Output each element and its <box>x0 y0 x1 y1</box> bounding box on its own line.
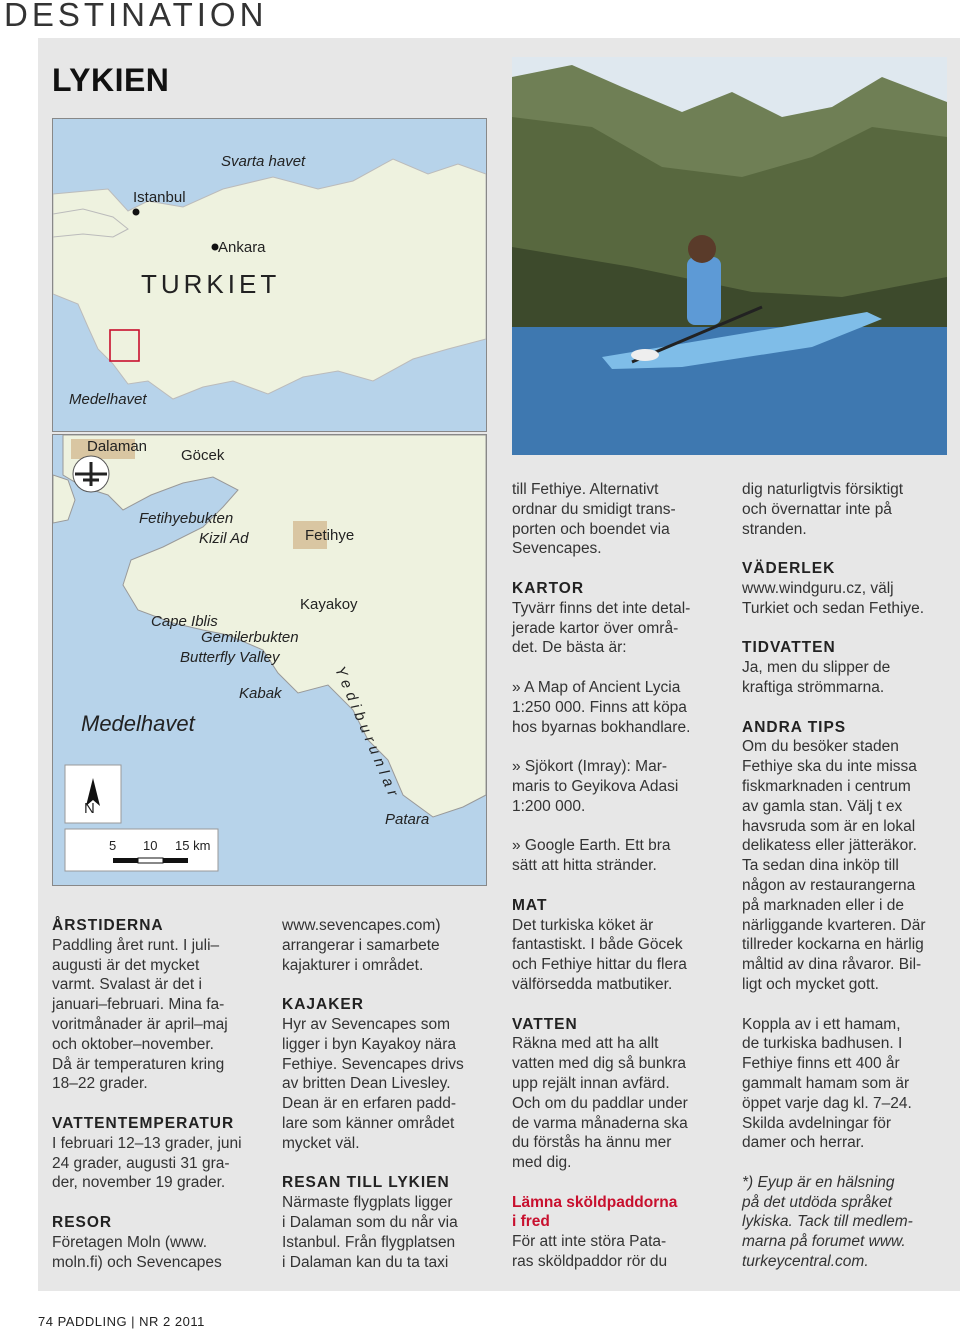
text-line: ordnar du smidigt trans- <box>512 500 676 518</box>
text-line: kraftiga strömmarna. <box>742 678 885 696</box>
text-line: Ta sedan dina inköp till <box>742 857 899 875</box>
paragraph-gap <box>512 995 732 1015</box>
map-label-kabak: Kabak <box>239 685 282 702</box>
text-line: Skilda avdelningar för <box>742 1114 892 1132</box>
text-line: du förstås ha ännu mer <box>512 1134 672 1152</box>
text-line: 1:200 000. <box>512 797 586 815</box>
paragraph-gap <box>512 876 732 896</box>
text-line: 18–22 grader. <box>52 1075 148 1093</box>
text-line: » Sjökort (Imray): Mar- <box>512 758 668 776</box>
highlight-heading: Lämna sköldpaddorna <box>512 1193 678 1211</box>
text-line: vatten med dig så bunkra <box>512 1055 687 1073</box>
section-label: DESTINATION <box>4 0 268 33</box>
footnote-line: *) Eyup är en hälsning <box>742 1173 895 1191</box>
section-heading: KAJAKER <box>282 996 364 1014</box>
text-line: Då är temperaturen kring <box>52 1055 225 1073</box>
text-line: mycket väl. <box>282 1134 360 1152</box>
detail-map <box>52 434 487 886</box>
text-line: Ja, men du slipper de <box>742 659 891 677</box>
paragraph-gap <box>52 1094 270 1114</box>
north-label: N <box>84 800 95 817</box>
section-heading: RESOR <box>52 1213 113 1231</box>
map-label-fetihyebukten: Fetihyebukten <box>139 510 234 527</box>
text-line: voritmånader är april–maj <box>52 1015 228 1033</box>
map-label-kizil-ad: Kizil Ad <box>199 530 249 547</box>
text-line: Istanbul. Från flygplatsen <box>282 1233 456 1251</box>
section-heading: ÅRSTIDERNA <box>52 917 164 934</box>
kayak-photo-graphic <box>512 57 947 455</box>
text-line: och övernattar inte på <box>742 500 892 518</box>
text-line: måltid av dina råvaror. Bil- <box>742 956 922 974</box>
text-line: tillreder kockarna en härlig <box>742 936 924 954</box>
text-line: av gamla stan. Välj t ex <box>742 797 903 815</box>
section-heading: VÄDERLEK <box>742 560 836 578</box>
text-line: stranden. <box>742 520 807 538</box>
map-label-istanbul: Istanbul <box>133 189 186 206</box>
text-line: havsruda som är en lokal <box>742 817 916 835</box>
text-line: Koppla av i ett hamam, <box>742 1015 901 1033</box>
footnote-line: på det utdöda språket <box>742 1193 892 1211</box>
text-line: till Fethiye. Alternativt <box>512 481 659 498</box>
scale-tick-10: 10 <box>143 838 158 853</box>
text-line: 24 grader, augusti 31 gra- <box>52 1154 230 1172</box>
text-line: ras sköldpaddor rör du <box>512 1253 668 1271</box>
text-line: upp rejält innan avfärd. <box>512 1074 670 1092</box>
map-label-sea: Medelhavet <box>81 711 195 736</box>
text-line: Och om du paddlar under <box>512 1094 688 1112</box>
map-label-yediburunlar: Yediburunlar <box>331 663 404 804</box>
text-line: lare som känner området <box>282 1114 455 1132</box>
text-line: Turkiet och sedan Fethiye. <box>742 599 925 617</box>
text-line: Det turkiska köket är <box>512 916 654 934</box>
map-label-ankara: Ankara <box>218 239 266 256</box>
text-line: de varma månaderna ska <box>512 1114 688 1132</box>
section-heading: VATTEN <box>512 1015 578 1033</box>
kayak-photo <box>512 57 947 455</box>
text-line: Paddling året runt. I juli– <box>52 936 220 954</box>
text-line: delikatess eller jätteräkor. <box>742 837 917 855</box>
text-line: arrangerar i samarbete <box>282 936 440 954</box>
footnote-line: marna på forumet www. <box>742 1233 906 1251</box>
text-line: Sevencapes. <box>512 540 602 558</box>
footnote-line: lykiska. Tack till medlem- <box>742 1213 913 1231</box>
text-line: www.sevencapes.com) <box>282 917 441 934</box>
text-line: der, november 19 grader. <box>52 1174 226 1192</box>
text-line: fiskmarknaden i centrum <box>742 777 911 795</box>
map-label-fetihye: Fetihye <box>305 527 355 544</box>
text-line: välförsedda matbutiker. <box>512 975 673 993</box>
text-line: Hyr av Sevencapes som <box>282 1015 450 1033</box>
paragraph-gap <box>742 995 954 1015</box>
text-line: Fethiye finns ett 400 år <box>742 1055 900 1073</box>
text-column-2 <box>282 916 500 1272</box>
text-line: januari–februari. Mina fa- <box>52 996 225 1014</box>
text-line: Fethiye ska du inte missa <box>742 758 917 776</box>
map-label-butterfly-valley: Butterfly Valley <box>180 649 280 666</box>
text-line: det. De bästa är: <box>512 639 627 657</box>
section-heading: MAT <box>512 896 548 914</box>
text-line: 1:250 000. Finns att köpa <box>512 698 687 716</box>
text-line: augusti är det mycket <box>52 956 200 974</box>
text-line: ligger i byn Kayakoy nära <box>282 1035 457 1053</box>
text-line: www.windguru.cz, välj <box>742 579 894 597</box>
map-label-dalaman: Dalaman <box>87 438 148 455</box>
text-line: närliggande kvarteren. Där <box>742 916 926 934</box>
map-label-patara: Patara <box>385 811 430 828</box>
page-title: LYKIEN <box>52 62 170 98</box>
paragraph-gap <box>742 1153 954 1173</box>
map-label-sea-north: Svarta havet <box>221 153 306 170</box>
paragraph-gap <box>512 737 732 757</box>
section-heading: KARTOR <box>512 579 585 597</box>
text-line: För att inte störa Pata- <box>512 1233 667 1251</box>
section-heading: TIDVATTEN <box>742 639 836 657</box>
text-line: fantastiskt. I både Göcek <box>512 936 683 954</box>
text-line: Dean är en erfaren padd- <box>282 1095 457 1113</box>
map-label-kayakoy: Kayakoy <box>300 596 358 613</box>
text-line: någon av restaurangerna <box>742 876 916 894</box>
paragraph-gap <box>52 1193 270 1213</box>
text-line: Tyvärr finns det inte detal- <box>512 599 691 617</box>
paragraph-gap <box>282 975 500 995</box>
paragraph-gap <box>742 619 954 639</box>
paragraph-gap <box>512 1173 732 1193</box>
text-line: damer och herrar. <box>742 1134 865 1152</box>
map-label-gemilerbukten: Gemilerbukten <box>201 629 299 646</box>
text-line: I februari 12–13 grader, juni <box>52 1134 242 1152</box>
text-line: varmt. Svalast är det i <box>52 976 202 994</box>
section-heading: RESAN TILL LYKIEN <box>282 1174 450 1192</box>
text-line: de turkiska badhusen. I <box>742 1035 903 1053</box>
text-line: och oktober–november. <box>52 1035 214 1053</box>
scale-tick-5: 5 <box>109 838 117 853</box>
text-column-3 <box>512 480 732 1272</box>
text-line: hos byarnas bokhandlare. <box>512 718 691 736</box>
paragraph-gap <box>742 698 954 718</box>
text-column-4 <box>742 480 954 1272</box>
text-line: sätt att hitta stränder. <box>512 857 657 875</box>
text-line: Närmaste flygplats ligger <box>282 1194 453 1212</box>
text-line: » A Map of Ancient Lycia <box>512 678 681 696</box>
section-heading: VATTENTEMPERATUR <box>52 1114 235 1132</box>
map-label-cape-iblis: Cape Iblis <box>151 613 218 630</box>
text-line: » Google Earth. Ett bra <box>512 837 671 855</box>
highlight-heading: i fred <box>512 1213 550 1231</box>
text-line: Fethiye. Sevencapes drivs <box>282 1055 464 1073</box>
paragraph-gap <box>512 658 732 678</box>
text-line: i Dalaman kan du ta taxi <box>282 1253 449 1271</box>
text-line: maris to Geyikova Adasi <box>512 777 679 795</box>
map-label-country: TURKIET <box>141 269 281 299</box>
text-line: ligt och mycket gott. <box>742 975 879 993</box>
text-line: Företagen Moln (www. <box>52 1233 208 1251</box>
text-line: i Dalaman som du når via <box>282 1213 458 1231</box>
paragraph-gap <box>512 817 732 837</box>
overview-map <box>52 118 487 432</box>
text-line: och Fethiye hittar du flera <box>512 956 687 974</box>
text-line: av britten Dean Livesley. <box>282 1075 451 1093</box>
text-line: kajakturer i området. <box>282 956 424 974</box>
map-label-gocek: Göcek <box>181 447 225 464</box>
footnote-line: turkeycentral.com. <box>742 1253 869 1271</box>
text-line: gammalt hamam som är <box>742 1074 910 1092</box>
paragraph-gap <box>742 539 954 559</box>
text-line: Räkna med att ha allt <box>512 1035 659 1053</box>
paragraph-gap <box>282 1154 500 1174</box>
section-heading: ANDRA TIPS <box>742 718 847 736</box>
paragraph-gap <box>512 559 732 579</box>
text-line: öppet varje dag kl. 7–24. <box>742 1094 912 1112</box>
text-line: jerade kartor över områ- <box>512 619 679 637</box>
map-label-sea-south: Medelhavet <box>69 391 147 408</box>
text-column-1 <box>52 916 270 1272</box>
text-line: på marknaden eller i de <box>742 896 904 914</box>
text-line: moln.fi) och Sevencapes <box>52 1253 222 1271</box>
text-line: porten och boendet via <box>512 520 670 538</box>
text-line: Om du besöker staden <box>742 738 899 756</box>
text-line: dig naturligtvis försiktigt <box>742 481 904 498</box>
scale-tick-15: 15 km <box>175 838 211 853</box>
page-footer: 74 PADDLING | NR 2 2011 <box>38 1314 205 1329</box>
text-line: med dig. <box>512 1154 572 1172</box>
